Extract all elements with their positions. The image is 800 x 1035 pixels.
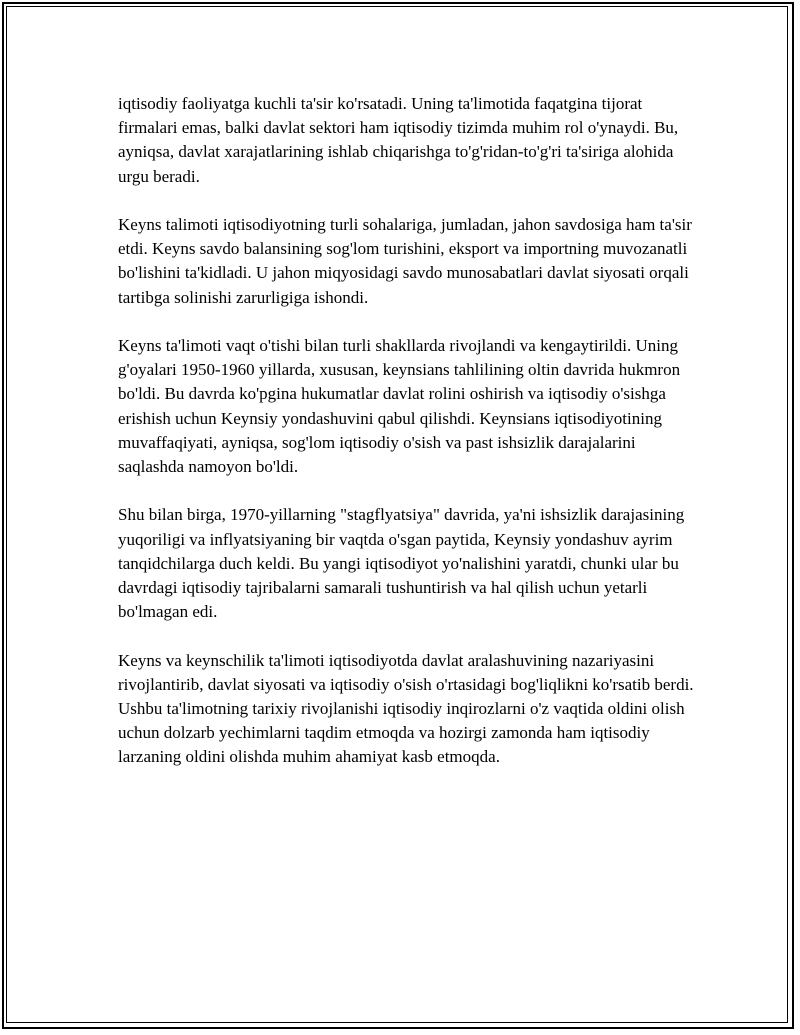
paragraph: Keyns ta'limoti vaqt o'tishi bilan turli shakllarda rivojlandi va kengaytirildi. Uning g'oyalari 1950-1960 yillarda, xususan, keynsians tahlilining oltin davrida hukmron bo'ldi. Bu davrda ko'pgina hukumatlar davlat rolini oshirish va iqtisodiy o'sishga erishish uchun Keynsiy yondashuvini qabul qilishdi. Keynsians iqtisodiyotining muvaffaqiyati, ayniqsa, sog'lom iqtisodiy o'sish va past ishsizlik darajalarini saqlashda namoyon bo'ldi. bbox=[118, 336, 681, 477]
paragraph: Keyns talimoti iqtisodiyotning turli sohalariga, jumladan, jahon savdosiga ham ta'sir etdi. Keyns savdo balansining sog'lom turishini, eksport va importning muvozanatli bo'lishini ta'kidladi. U jahon miqyosidagi savdo munosabatlari davlat siyosati orqali tartibga solinishi zarurligiga ishondi. bbox=[118, 215, 692, 307]
paragraph: iqtisodiy faoliyatga kuchli ta'sir ko'rsatadi. Uning ta'limotida faqatgina tijorat firmalari emas, balki davlat sektori ham iqtisodiy tizimda muhim rol o'ynaydi. Bu, ayniqsa, davlat xarajatlarining ishlab chiqarishga to'g'ridan-to'g'ri ta'siriga alohida urgu beradi. bbox=[118, 94, 679, 186]
document-body bbox=[118, 92, 698, 794]
paragraph: Keyns va keynschilik ta'limoti iqtisodiyotda davlat aralashuvining nazariyasini rivojlantirib, davlat siyosati va iqtisodiy o'sish o'rtasidagi bog'liqlikni ko'rsatib berdi. Ushbu ta'limotning tarixiy rivojlanishi iqtisodiy inqirozlarni o'z vaqtida oldini olish uchun dolzarb yechimlarni taqdim etmoqda va hozirgi zamonda ham iqtisodiy larzaning oldini olishda muhim ahamiyat kasb etmoqda. bbox=[118, 650, 694, 767]
paragraph: Shu bilan birga, 1970-yillarning "stagflyatsiya" davrida, ya'ni ishsizlik darajasining yuqoriligi va inflyatsiyaning bir vaqtda o'sgan paytida, Keynsiy yondashuv ayrim tanqidchilarga duch keldi. Bu yangi iqtisodiyot yo'nalishini yaratdi, chunki ular bu davrdagi iqtisodiy tajribalarni samarali tushuntirish va hal qilish uchun yetarli bo'lmagan edi. bbox=[118, 505, 685, 622]
